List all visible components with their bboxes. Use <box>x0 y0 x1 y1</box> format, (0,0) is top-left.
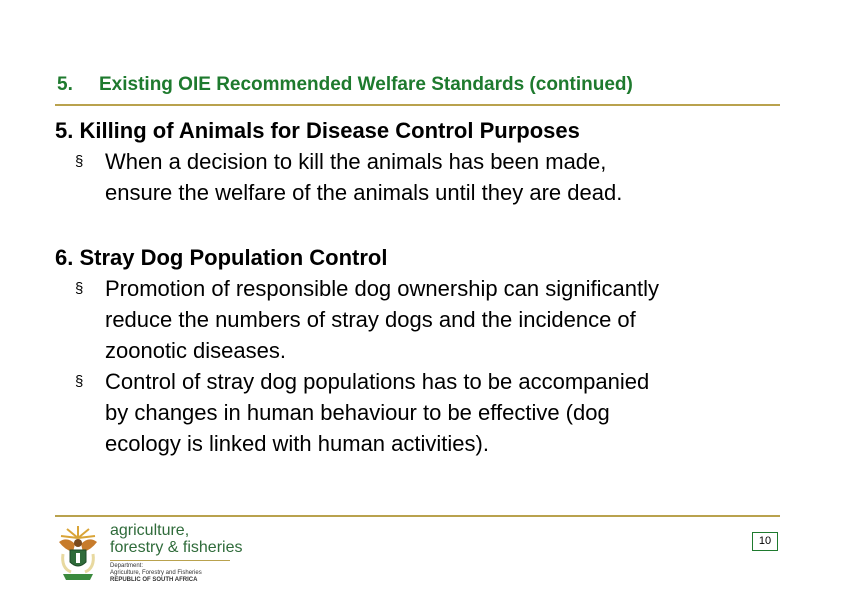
bullet-item <box>55 273 785 366</box>
footer-divider <box>55 515 780 517</box>
bullet-item <box>55 146 785 208</box>
subtitle-line: Department: <box>110 563 144 569</box>
coat-of-arms-icon <box>55 524 101 584</box>
page-number: 10 <box>752 532 778 551</box>
section-heading: 5. Killing of Animals for Disease Control Purposes <box>55 118 580 143</box>
bullet-line: reduce the numbers of stray dogs and the incidence of <box>105 307 636 332</box>
subtitle-line: REPUBLIC OF SOUTH AFRICA <box>110 577 198 583</box>
title-divider <box>55 104 780 106</box>
slide-body <box>55 115 785 459</box>
bullet-marker-icon: § <box>75 373 84 390</box>
department-name-line: agriculture, <box>110 522 190 539</box>
title-text: Existing OIE Recommended Welfare Standards (continued) <box>99 74 633 95</box>
department-logo <box>55 520 255 588</box>
bullet-line: zoonotic diseases. <box>105 338 286 363</box>
bullet-line: Promotion of responsible dog ownership can significantly <box>105 276 659 301</box>
title-number: 5. <box>57 74 73 95</box>
bullet-line: ensure the welfare of the animals until they are dead. <box>105 180 623 205</box>
section-6 <box>55 242 785 459</box>
bullet-line: by changes in human behaviour to be effective (dog <box>105 400 610 425</box>
bullet-item <box>55 366 785 459</box>
section-heading: 6. Stray Dog Population Control <box>55 245 388 270</box>
bullet-marker-icon: § <box>75 280 84 297</box>
bullet-marker-icon: § <box>75 153 84 170</box>
bullet-line: When a decision to kill the animals has been made, <box>105 149 607 174</box>
slide-title <box>57 71 787 99</box>
bullet-line: Control of stray dog populations has to be accompanied <box>105 369 650 394</box>
logo-divider <box>110 560 230 561</box>
subtitle-line: Agriculture, Forestry and Fisheries <box>110 570 202 576</box>
department-name <box>110 522 242 556</box>
section-5 <box>55 115 785 208</box>
department-subtitle <box>110 560 230 584</box>
bullet-line: ecology is linked with human activities). <box>105 431 489 456</box>
department-name-line: forestry & fisheries <box>110 539 243 556</box>
